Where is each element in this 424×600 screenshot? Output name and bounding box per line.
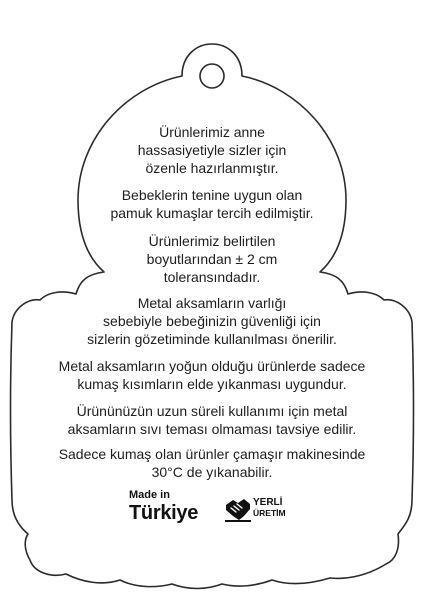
handshake-icon xyxy=(225,494,251,524)
yerli-uretim-badge xyxy=(225,492,299,524)
uretim-label: ÜRETİM xyxy=(253,508,286,518)
paragraph-line: sizlerin gözetiminde kullanılması önerilir. xyxy=(87,331,337,347)
paragraph-line: sebebiyle bebeğinizin güvenliği için xyxy=(103,313,321,329)
paragraph-line: 30°C de yıkanabilir. xyxy=(151,464,273,480)
paragraph-line: Metal aksamların yoğun olduğu ürünlerde sadece xyxy=(58,358,366,374)
paragraph-care-6 xyxy=(0,402,424,438)
paragraph-line: özenle hazırlanmıştır. xyxy=(145,160,279,176)
paragraph-line: Sadece kumaş olan ürünler çamaşır makinesinde xyxy=(58,446,366,462)
paragraph-line: Metal aksamların varlığı xyxy=(137,295,287,311)
paragraph-line: boyutlarından ± 2 cm xyxy=(146,251,278,267)
paragraph-line: toleransındadır. xyxy=(163,269,261,285)
paragraph-line: kumaş kısımların elde yıkanması uygundur. xyxy=(77,376,347,392)
hanging-hole-icon xyxy=(200,64,224,88)
paragraph-care-5 xyxy=(0,357,424,393)
turkiye-label: Türkiye xyxy=(129,502,199,524)
paragraph-care-7 xyxy=(0,445,424,481)
paragraph-line: hassasiyetiyle sizler için xyxy=(137,142,287,158)
paragraph-line: aksamların sıvı teması olmaması tavsiye edilir. xyxy=(67,421,357,437)
paragraph-line: pamuk kumaşlar tercih edilmiştir. xyxy=(110,205,314,221)
made-in-turkiye-badge xyxy=(129,489,219,524)
paragraph-line: Ürününüzün uzun süreli kullanımı için metal xyxy=(76,403,348,419)
paragraph-care-3 xyxy=(0,232,424,286)
paragraph-care-2 xyxy=(0,186,424,222)
made-in-label: Made in xyxy=(129,489,170,501)
paragraph-line: Ürünlerimiz anne xyxy=(159,124,265,140)
paragraph-line: Bebeklerin tenine uygun olan xyxy=(121,187,303,203)
paragraph-care-4 xyxy=(0,294,424,348)
paragraph-line: Ürünlerimiz belirtilen xyxy=(148,233,276,249)
yerli-label: YERLİ xyxy=(253,497,283,508)
paragraph-care-1 xyxy=(0,123,424,177)
